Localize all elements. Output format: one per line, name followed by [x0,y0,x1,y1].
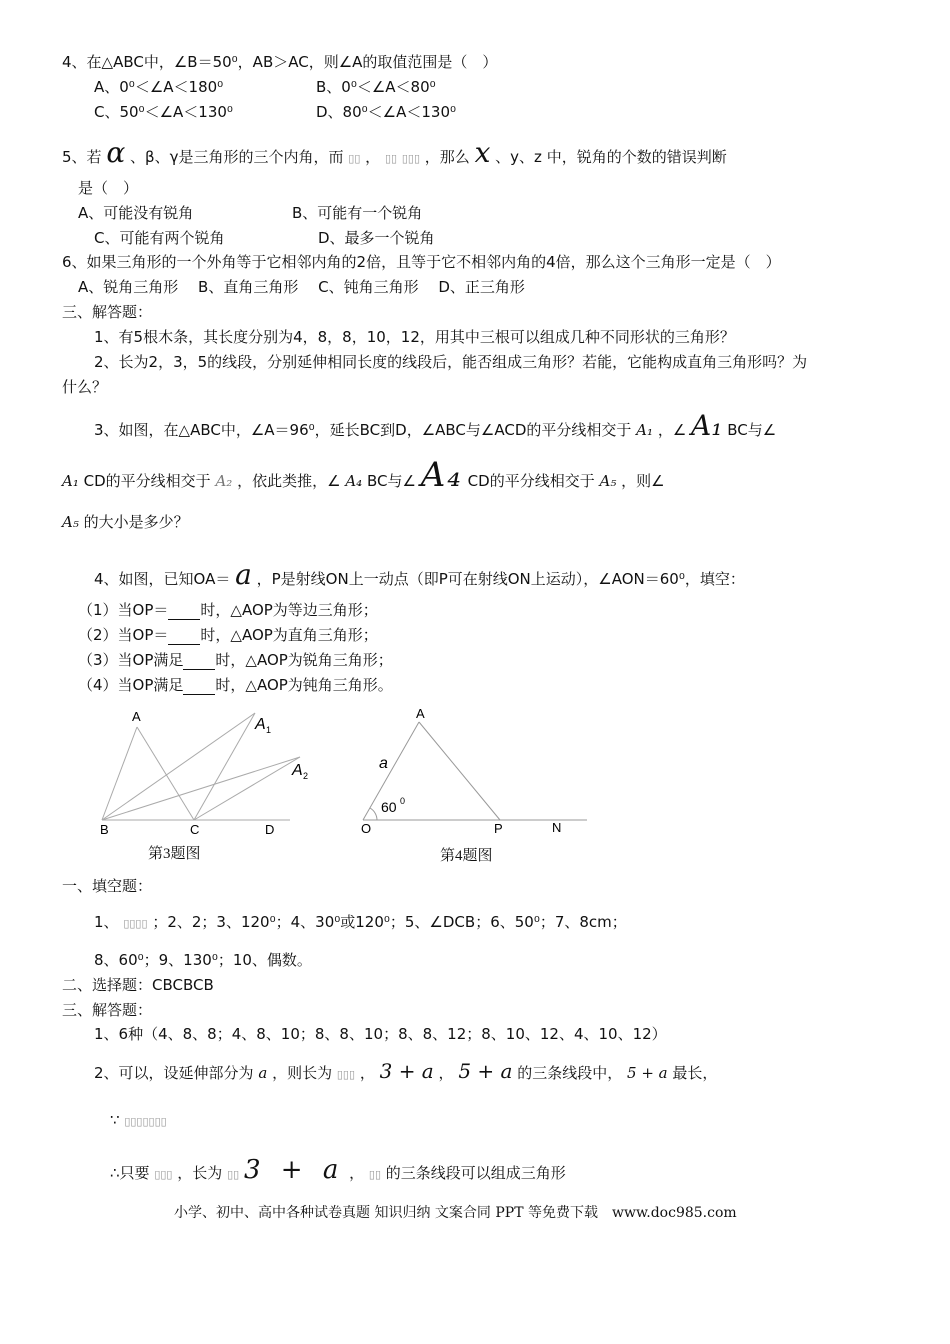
q4-stem: 4、在△ABC中，∠B＝50⁰，AB＞AC，则∠A的取值范围是（ ） [62,53,498,71]
angle-arc [370,808,377,820]
formula-image-6: ▯▯▯▯▯▯▯ [124,1115,167,1128]
answer-heading-2: 二、选择题：CBCBCB [62,976,214,994]
formula-image-3: ▯▯▯ [401,152,421,165]
ans-text-2: ；2、2；3、120⁰；4、30⁰或120⁰；5、∠DCB；6、50⁰；7、8cm； [152,913,627,931]
symbol-a: a [235,558,252,591]
line-ba1 [102,713,255,820]
figure-3 [90,705,330,840]
solve-1: 1、有5根木条，其长度分别为4，8，8，10，12，用其中三根可以组成几种不同形状的三角形？ [94,328,735,346]
therefore-text: ∴只要 [110,1164,150,1182]
q5-option-a: A、可能没有锐角 [78,204,194,222]
ans2-text-2: ，则长为 [272,1064,333,1082]
label-b: B [100,822,109,837]
formula-image-8: ▯▯ [227,1168,240,1181]
solve-4-line-1 [94,558,745,592]
fill-1 [78,600,378,620]
line-ba [102,727,137,820]
answer-therefore-line [110,1155,566,1190]
figure-4 [355,702,595,837]
q6-stem: 6、如果三角形的一个外角等于它相邻内角的2倍，且等于它不相邻内角的4倍，那么这个三角形一定是（ ） [62,253,781,271]
symbol-a5-small: A₅ [62,513,79,531]
fill-2-blank[interactable] [168,630,200,645]
ans2-text-3: ， [359,1064,375,1082]
solve-3-line-1 [94,409,777,444]
label-o: O [361,821,372,836]
label-a1: A [255,716,266,733]
therefore-text-2: ，长为 [177,1164,223,1182]
fill-3-blank[interactable] [183,655,215,670]
q5-text-4: ，那么 [424,148,470,166]
s4-text-1: 4、如图，已知OA＝ [94,570,231,588]
s3-text-1: 3、如图，在△ABC中，∠A＝96⁰，延长BC到D，∠ABC与∠ACD的平分线相交于 [94,421,632,439]
fill-4-text-a: （4）当OP满足 [78,676,184,694]
q4-option-a: A、0⁰＜∠A＜180⁰ [94,78,224,96]
q5-text-2: 、β、γ是三角形的三个内角，而 [130,148,344,166]
x-symbol: x [474,136,491,169]
s3-text-8: ，则∠ [621,472,665,490]
ans-text-1: 1、 [94,913,119,931]
solve-2-line-1: 2、长为2，3，5的线段，分别延伸相同长度的线段后，能否组成三角形？若能，它能构成直角三角形吗？为 [94,353,808,371]
fill-3 [78,650,393,670]
label-a1-sub: 1 [266,725,272,735]
q5-text-3: ， [365,148,381,166]
symbol-a5: A₅ [599,472,617,490]
label-angle-sup: 0 [400,796,406,806]
segment-ap [419,722,500,820]
therefore-text-4: 的三条线段可以组成三角形 [385,1164,566,1182]
line-ca1 [194,713,255,820]
label-c: C [190,822,200,837]
s3-text-5: ，依此类推，∠ [237,472,341,490]
fill-3-text-b: 时，△AOP为锐角三角形； [215,651,393,669]
therefore-text-3: ， [349,1164,365,1182]
answer-because-line [110,1110,167,1132]
symbol-a1: A₁ [636,421,654,439]
q5-line-2: 是（ ） [78,179,139,197]
answer-solve-1: 1、6种（4、8、8；4、8、10；8、8、10；8、8、12；8、10、12、4、10、12） [94,1025,667,1043]
section-3-heading: 三、解答题： [62,303,153,321]
answer-fill-line-1 [94,912,627,934]
answer-heading-1: 一、填空题： [62,877,153,895]
fill-2-text-a: （2）当OP＝ [78,626,169,644]
fill-1-text-a: （1）当OP＝ [78,601,169,619]
line-ba2 [102,757,300,820]
fill-4 [78,675,393,695]
s3-text-6: BC与∠ [366,472,416,490]
ans2-expr-3: 5 + a [627,1064,668,1082]
formula-image-4: ▯▯▯▯ [123,917,148,930]
symbol-a1-small: A₁ [62,472,79,490]
label-a2-sub: 2 [303,771,309,781]
therefore-expr: 3 + a [243,1155,345,1185]
ans2-text-5: 的三条线段中， [517,1064,623,1082]
formula-image-2: ▯▯ [384,152,398,165]
solve-2-line-2: 什么？ [62,378,108,396]
q6-options: A、锐角三角形 B、直角三角形 C、钝角三角形 D、正三角形 [78,278,525,296]
s3-text-7: CD的平分线相交于 [467,472,595,490]
fill-1-text-b: 时，△AOP为等边三角形； [200,601,378,619]
q5-stem [62,136,727,172]
solve-3-line-3 [62,512,189,532]
label-d: D [265,822,275,837]
label-a: A [132,709,141,724]
formula-image-5: ▯▯▯ [336,1068,356,1081]
q5-text-1: 5、若 [62,148,102,166]
label-a-length: a [379,755,388,772]
ans2-text-1: 2、可以，设延伸部分为 [94,1064,254,1082]
fill-2-text-b: 时，△AOP为直角三角形； [200,626,378,644]
q4-option-d: D、80⁰＜∠A＜130⁰ [316,103,457,121]
s3-text-2: ，∠ [657,421,687,439]
ans2-text-6: 最长， [672,1064,718,1082]
q5-option-d: D、最多一个锐角 [318,229,435,247]
label-n: N [552,820,562,835]
q5-option-c: C、可能有两个锐角 [94,229,225,247]
alpha-symbol: α [106,136,126,169]
symbol-a4: A₄ [345,472,363,490]
q4-option-c: C、50⁰＜∠A＜130⁰ [94,103,233,121]
figure-4-caption: 第4题图 [440,848,493,864]
ans2-expr-1: 3 + a [379,1059,434,1083]
footer: 小学、初中、高中各种试卷真题 知识归纳 文案合同 PPT 等免费下载 www.doc985.com [174,1205,737,1221]
q5-option-b: B、可能有一个锐角 [292,204,423,222]
s4-text-2: ，P是射线ON上一动点（即P可在射线ON上运动），∠AON＝60⁰，填空： [256,570,745,588]
label-angle: 60 [381,799,397,815]
fill-4-text-b: 时，△AOP为钝角三角形。 [215,676,393,694]
q5-text-5: 、y、z 中，锐角的个数的错误判断 [495,148,727,166]
formula-image-1: ▯▯ [348,152,361,165]
s3-text-4: CD的平分线相交于 [83,472,211,490]
answer-heading-3: 三、解答题： [62,1001,153,1019]
ans2-text-4: ， [438,1064,454,1082]
symbol-a4-large: A₄ [420,455,463,495]
formula-image-7: ▯▯▯ [154,1168,173,1181]
q4-option-b: B、0⁰＜∠A＜80⁰ [316,78,436,96]
ans2-symbol-a: a [258,1064,268,1082]
s3-text-9: 的大小是多少？ [83,513,189,531]
ans2-expr-2: 5 + a [458,1059,513,1083]
fill-2 [78,625,378,645]
answer-fill-line-2: 8、60⁰；9、130⁰；10、偶数。 [94,951,312,969]
label-a2: A [292,762,303,779]
because-symbol: ∵ [110,1111,120,1129]
label-p: P [494,821,503,836]
solve-3-line-2 [62,455,665,496]
s3-text-3: BC与∠ [727,421,777,439]
fill-4-blank[interactable] [183,680,215,695]
line-ca2 [194,757,300,820]
fill-1-blank[interactable] [168,605,200,620]
symbol-a2: A₂ [215,472,233,490]
answer-solve-2-line-1 [94,1058,717,1088]
symbol-a1-large: A₁ [691,409,723,442]
figure-3-caption: 第3题图 [148,846,201,862]
fill-3-text-a: （3）当OP满足 [78,651,184,669]
label-a: A [416,706,425,721]
formula-image-9: ▯▯ [368,1168,382,1181]
